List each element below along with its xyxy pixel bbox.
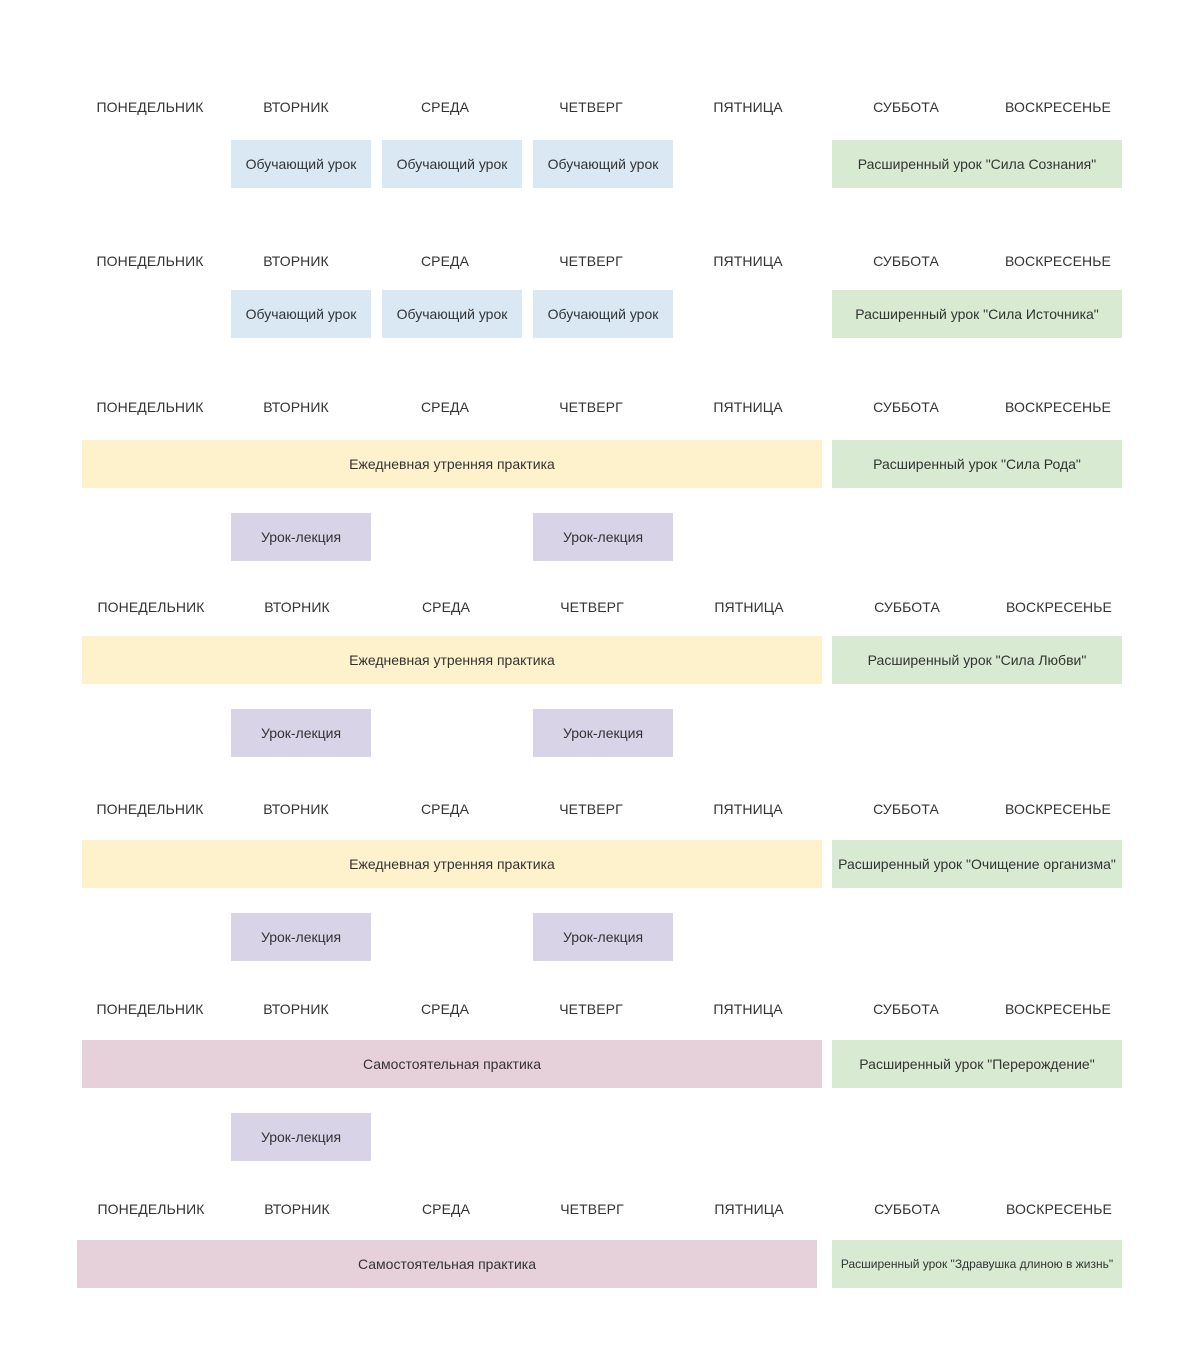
- lesson-block-tuesday[interactable]: Обучающий урок: [231, 290, 371, 338]
- day-header-sunday: ВОСКРЕСЕНЬЕ: [1006, 599, 1112, 615]
- day-header-sunday: ВОСКРЕСЕНЬЕ: [1005, 99, 1111, 115]
- day-header-wednesday: СРЕДА: [420, 801, 470, 817]
- day-header-thursday: ЧЕТВЕРГ: [559, 99, 623, 115]
- day-header-sunday: ВОСКРЕСЕНЬЕ: [1006, 1201, 1112, 1217]
- day-header-sunday: ВОСКРЕСЕНЬЕ: [1005, 253, 1111, 269]
- daily-practice-block[interactable]: Ежедневная утренняя практика: [82, 440, 822, 488]
- lecture-block-tuesday[interactable]: Урок-лекция: [231, 709, 371, 757]
- day-header-thursday: ЧЕТВЕРГ: [560, 599, 624, 615]
- daily-practice-block[interactable]: Ежедневная утренняя практика: [82, 636, 822, 684]
- day-header-wednesday: СРЕДА: [421, 1201, 471, 1217]
- day-header-tuesday: ВТОРНИК: [263, 99, 329, 115]
- lesson-block-wednesday[interactable]: Обучающий урок: [382, 290, 522, 338]
- day-header-thursday: ЧЕТВЕРГ: [559, 801, 623, 817]
- lesson-block-wednesday[interactable]: Обучающий урок: [382, 140, 522, 188]
- day-header-thursday: ЧЕТВЕРГ: [560, 1201, 624, 1217]
- day-header-monday: ПОНЕДЕЛЬНИК: [97, 599, 205, 615]
- day-header-sunday: ВОСКРЕСЕНЬЕ: [1005, 801, 1111, 817]
- daily-practice-block[interactable]: Ежедневная утренняя практика: [82, 840, 822, 888]
- day-header-wednesday: СРЕДА: [420, 253, 470, 269]
- lesson-block-thursday[interactable]: Обучающий урок: [533, 290, 673, 338]
- weekend-lesson-block[interactable]: Расширенный урок "Сила Сознания": [832, 140, 1122, 188]
- day-header-friday: ПЯТНИЦА: [714, 599, 784, 615]
- day-header-thursday: ЧЕТВЕРГ: [559, 399, 623, 415]
- day-header-monday: ПОНЕДЕЛЬНИК: [96, 801, 204, 817]
- day-header-saturday: СУББОТА: [873, 99, 939, 115]
- weekend-lesson-block[interactable]: Расширенный урок "Здравушка длиною в жизнь": [832, 1240, 1122, 1288]
- lecture-block-tuesday[interactable]: Урок-лекция: [231, 913, 371, 961]
- day-header-monday: ПОНЕДЕЛЬНИК: [96, 253, 204, 269]
- day-header-saturday: СУББОТА: [874, 1201, 940, 1217]
- day-header-friday: ПЯТНИЦА: [714, 1201, 784, 1217]
- day-header-friday: ПЯТНИЦА: [713, 253, 783, 269]
- day-header-wednesday: СРЕДА: [420, 399, 470, 415]
- lecture-block-tuesday[interactable]: Урок-лекция: [231, 513, 371, 561]
- day-header-friday: ПЯТНИЦА: [713, 801, 783, 817]
- weekend-lesson-block[interactable]: Расширенный урок "Сила Источника": [832, 290, 1122, 338]
- day-header-tuesday: ВТОРНИК: [263, 801, 329, 817]
- day-header-monday: ПОНЕДЕЛЬНИК: [96, 399, 204, 415]
- day-header-wednesday: СРЕДА: [420, 99, 470, 115]
- day-header-sunday: ВОСКРЕСЕНЬЕ: [1005, 1001, 1111, 1017]
- day-header-tuesday: ВТОРНИК: [263, 1001, 329, 1017]
- day-header-saturday: СУББОТА: [873, 253, 939, 269]
- lecture-block-thursday[interactable]: Урок-лекция: [533, 913, 673, 961]
- lecture-block-thursday[interactable]: Урок-лекция: [533, 513, 673, 561]
- day-header-tuesday: ВТОРНИК: [263, 253, 329, 269]
- day-header-monday: ПОНЕДЕЛЬНИК: [97, 1201, 205, 1217]
- day-header-saturday: СУББОТА: [873, 399, 939, 415]
- day-header-tuesday: ВТОРНИК: [264, 599, 330, 615]
- day-header-thursday: ЧЕТВЕРГ: [559, 253, 623, 269]
- day-header-saturday: СУББОТА: [873, 1001, 939, 1017]
- lesson-block-thursday[interactable]: Обучающий урок: [533, 140, 673, 188]
- weekend-lesson-block[interactable]: Расширенный урок "Сила Рода": [832, 440, 1122, 488]
- day-header-wednesday: СРЕДА: [421, 599, 471, 615]
- self-practice-block[interactable]: Самостоятельная практика: [82, 1040, 822, 1088]
- day-header-friday: ПЯТНИЦА: [713, 1001, 783, 1017]
- day-header-friday: ПЯТНИЦА: [713, 99, 783, 115]
- weekend-lesson-block[interactable]: Расширенный урок "Сила Любви": [832, 636, 1122, 684]
- day-header-saturday: СУББОТА: [874, 599, 940, 615]
- weekend-lesson-block[interactable]: Расширенный урок "Очищение организма": [832, 840, 1122, 888]
- day-header-saturday: СУББОТА: [873, 801, 939, 817]
- day-header-sunday: ВОСКРЕСЕНЬЕ: [1005, 399, 1111, 415]
- lecture-block-tuesday[interactable]: Урок-лекция: [231, 1113, 371, 1161]
- day-header-thursday: ЧЕТВЕРГ: [559, 1001, 623, 1017]
- day-header-tuesday: ВТОРНИК: [264, 1201, 330, 1217]
- weekend-lesson-block[interactable]: Расширенный урок "Перерождение": [832, 1040, 1122, 1088]
- day-header-monday: ПОНЕДЕЛЬНИК: [96, 1001, 204, 1017]
- lesson-block-tuesday[interactable]: Обучающий урок: [231, 140, 371, 188]
- day-header-friday: ПЯТНИЦА: [713, 399, 783, 415]
- lecture-block-thursday[interactable]: Урок-лекция: [533, 709, 673, 757]
- self-practice-block[interactable]: Самостоятельная практика: [77, 1240, 817, 1288]
- day-header-monday: ПОНЕДЕЛЬНИК: [96, 99, 204, 115]
- day-header-tuesday: ВТОРНИК: [263, 399, 329, 415]
- day-header-wednesday: СРЕДА: [420, 1001, 470, 1017]
